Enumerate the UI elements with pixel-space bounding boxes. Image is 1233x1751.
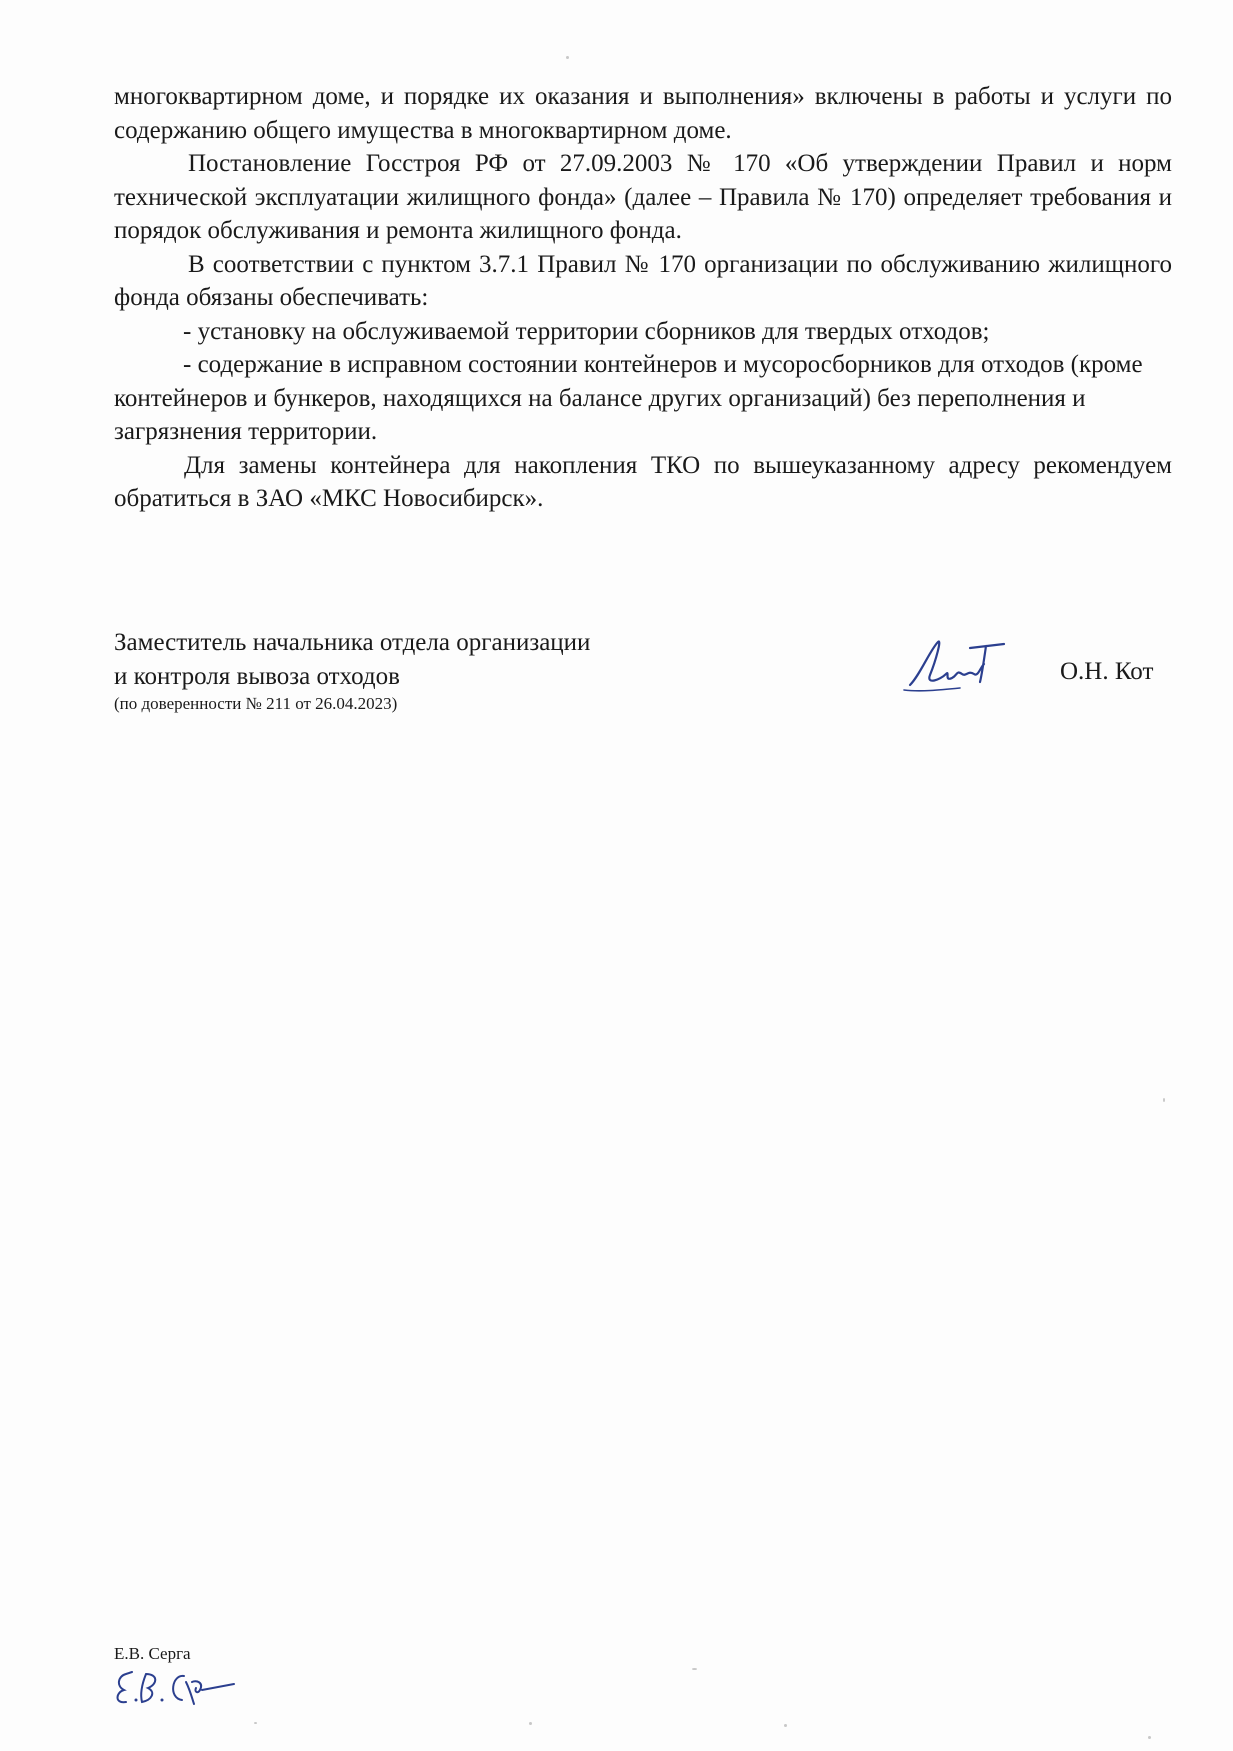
- scan-speck: [1148, 1736, 1151, 1739]
- scan-speck: [784, 1724, 787, 1727]
- paragraph-3: В соответствии с пунктом 3.7.1 Правил № 170 организации по обслуживанию жилищного фонда обязаны обеспечивать:: [114, 250, 1172, 311]
- scan-speck: [254, 1722, 257, 1724]
- scan-speck: [566, 56, 569, 59]
- paragraph-6: Для замены контейнера для накопления ТКО по вышеуказанному адресу рекомендуем обратиться в ЗАО «МКС Новосибирск».: [114, 451, 1172, 512]
- scan-speck: [529, 1722, 532, 1725]
- paragraph-2: Постановление Госстроя РФ от 27.09.2003 № 170 «Об утверждении Правил и норм технической эксплуатации жилищного фонда» (далее – Правила № 170) определяет требования и порядок обслуживания и ремонта жилищного фонда.: [114, 150, 1172, 244]
- letter-body: [114, 80, 1172, 516]
- signature-block: [114, 626, 590, 714]
- scan-speck: [1163, 1098, 1165, 1102]
- paragraph-1: многоквартирном доме, и порядке их оказания и выполнения» включены в работы и услуги по содержанию общего имущества в многоквартирном доме.: [114, 83, 1172, 144]
- scan-speck: [692, 1668, 697, 1670]
- signatory-position-line-2: и контроля вывоза отходов: [114, 663, 400, 690]
- executor-initials-handwritten: [112, 1660, 242, 1710]
- paragraph-5: - содержание в исправном состоянии контейнеров и мусоросборников для отходов (кроме контейнеров и бункеров, находящихся на балансе других организаций) без переполнения и загрязнения территории.: [114, 351, 1143, 445]
- power-of-attorney-note: (по доверенности № 211 от 26.04.2023): [114, 694, 398, 713]
- paragraph-4: - установку на обслуживаемой территории сборников для твердых отходов;: [183, 317, 990, 345]
- handwritten-signature: [900, 630, 1010, 700]
- signatory-name: О.Н. Кот: [1060, 658, 1154, 685]
- signatory-position-line-1: Заместитель начальника отдела организации: [114, 629, 591, 656]
- executor-name: Е.В. Серга: [114, 1644, 191, 1663]
